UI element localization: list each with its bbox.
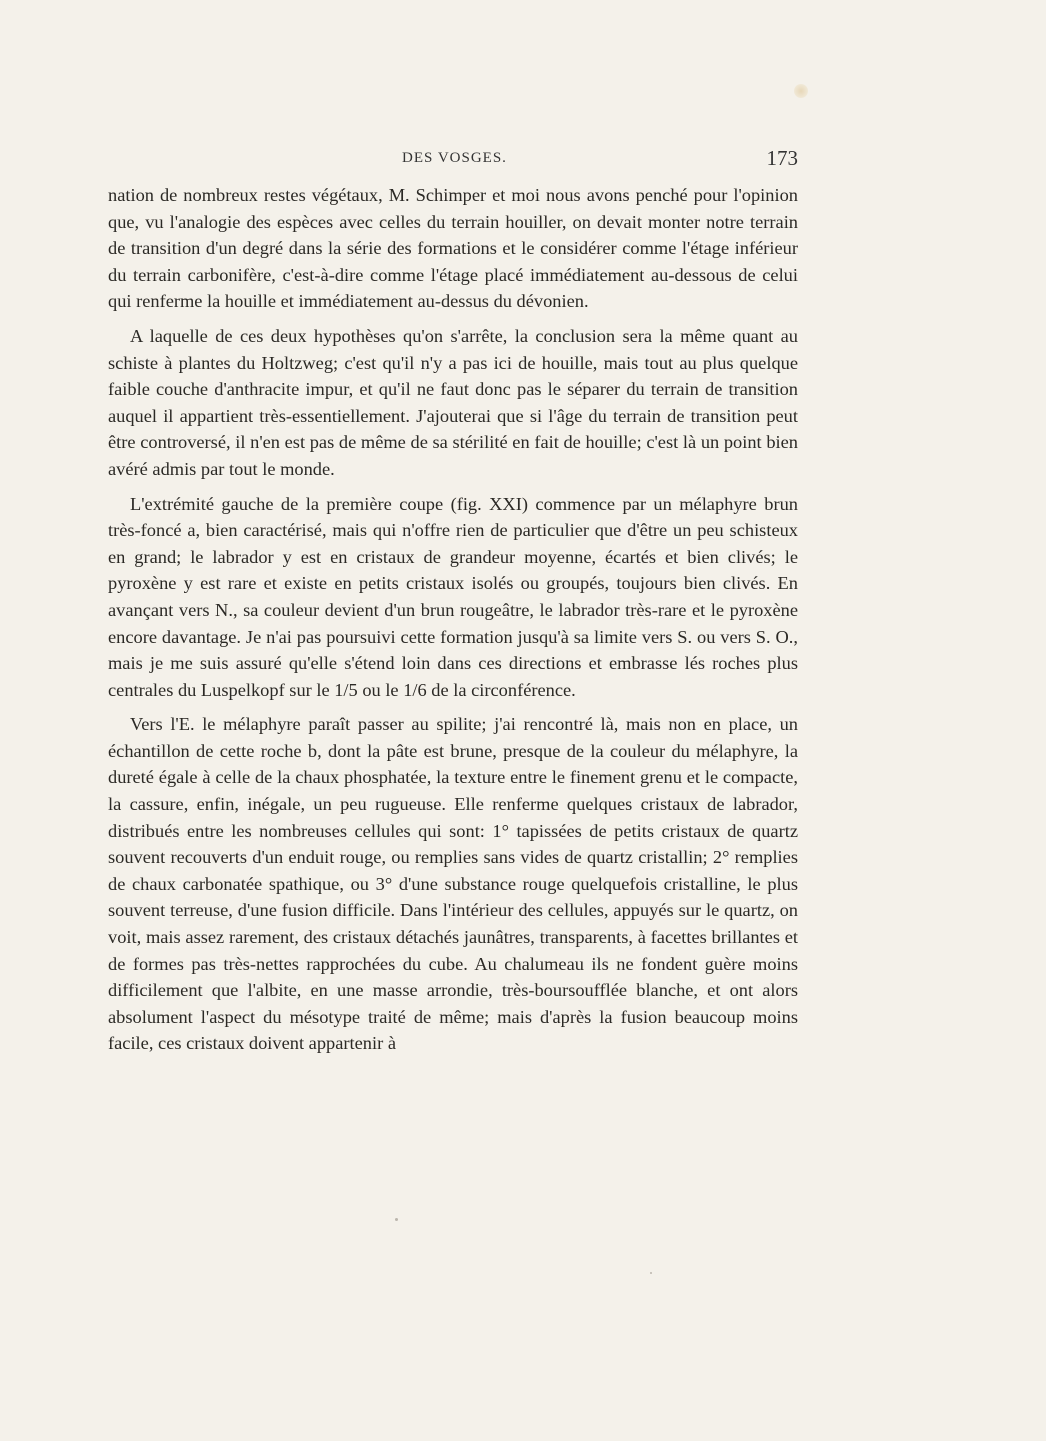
- paper-speck: [650, 1272, 652, 1274]
- page-number: 173: [766, 146, 798, 170]
- running-title: DES VOSGES.: [402, 150, 507, 166]
- running-head: [108, 146, 798, 174]
- body-text: [108, 182, 798, 1057]
- paper-speck: [395, 1218, 398, 1221]
- paragraph-4: Vers l'E. le mélaphyre paraît passer au spilite; j'ai rencontré là, mais non en place, un échantillon de cette roche b, dont la pâte est brune, presque de la couleur du mélaphyre, la dureté égale à celle de la chaux phosphatée, la texture entre le finement grenu et le compacte, la cassure, enfin, inégale, un peu rugueuse. Elle renferme quelques cristaux de labrador, distribués entre les nombreuses cellules qui sont: 1° tapissées de petits cristaux de quartz souvent recouverts d'un enduit rouge, ou remplies sans vides de quartz cristallin; 2° remplies de chaux carbonatée spathique, ou 3° d'une substance rouge quelquefois cristalline, le plus souvent terreuse, d'une fusion difficile. Dans l'intérieur des cellules, appuyés sur le quartz, on voit, mais assez rarement, des cristaux détachés jaunâtres, transparents, à facettes brillantes et de formes pas très-nettes rapprochées du cube. Au chalumeau ils ne fondent guère moins difficilement que l'albite, en une masse arrondie, très-boursoufflée blanche, et ont alors absolument l'aspect du mésotype traité de même; mais d'après la fusion beaucoup moins facile, ces cristaux doivent appartenir à: [108, 714, 798, 1054]
- paragraph-1: nation de nombreux restes végétaux, M. Schimper et moi nous avons penché pour l'opinion que, vu l'analogie des espèces avec celles du terrain houiller, on devait monter notre terrain de transition d'un degré dans la série des formations et le considérer comme l'étage inférieur du terrain carbonifère, c'est-à-dire comme l'étage placé immédiatement au-dessous de celui qui renferme la houille et immédiatement au-dessus du dévonien.: [108, 185, 798, 312]
- paragraph-3: L'extrémité gauche de la première coupe (fig. XXI) commence par un mélaphyre brun très-foncé a, bien caractérisé, mais qui n'offre rien de particulier que d'être un peu schisteux en grand; le labrador y est en cristaux de grandeur moyenne, écartés et bien clivés; le pyroxène y est rare et existe en petits cristaux isolés ou groupés, toujours bien clivés. En avançant vers N., sa couleur devient d'un brun rougeâtre, le labrador très-rare et le pyroxène encore davantage. Je n'ai pas poursuivi cette formation jusqu'à sa limite vers S. ou vers S. O., mais je me suis assuré qu'elle s'étend loin dans ces directions et embrasse lés roches plus centrales du Luspelkopf sur le 1/5 ou le 1/6 de la circonférence.: [108, 493, 798, 700]
- paper-stain: [794, 84, 808, 98]
- paragraph-2: A laquelle de ces deux hypothèses qu'on s'arrête, la conclusion sera la même quant au schiste à plantes du Holtzweg; c'est qu'il n'y a pas ici de houille, mais tout au plus quelque faible couche d'anthracite impur, et qu'il ne faut donc pas le séparer du terrain de transition auquel il appartient très-essentiellement. J'ajouterai que si l'âge du terrain de transition peut être controversé, il n'en est pas de même de sa stérilité en fait de houille; c'est là un point bien avéré admis par tout le monde.: [108, 325, 798, 479]
